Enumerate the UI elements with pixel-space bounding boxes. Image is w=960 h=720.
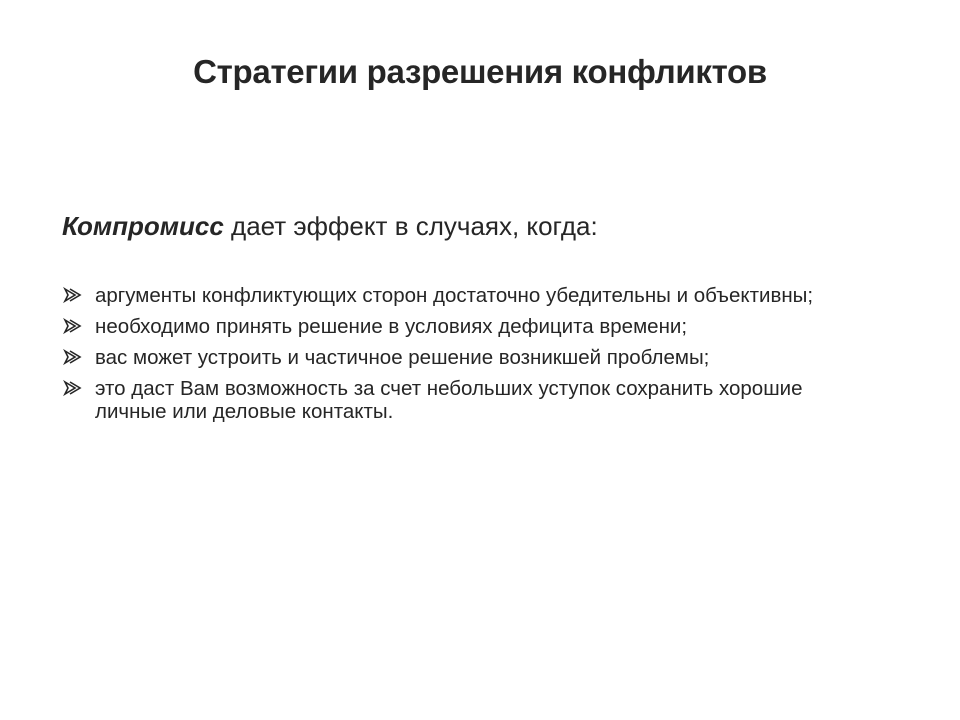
intro-text: дает эффект в случаях, когда: [223, 211, 598, 241]
bullet-text: необходимо принять решение в условиях дефицита времени; [95, 315, 688, 338]
slide-title: Стратегии разрешения конфликтов [193, 53, 767, 90]
bullet-text: это даст Вам возможность за счет небольших уступок сохранить хорошие личные или деловые контакты. [95, 377, 803, 423]
intro-line [62, 208, 902, 244]
bullet-text: аргументы конфликтующих сторон достаточно убедительны и объективны; [95, 284, 814, 307]
arrow-bullet-icon [62, 378, 82, 398]
bullet-item [62, 377, 862, 423]
bullet-list [62, 284, 862, 431]
bullet-item [62, 315, 862, 338]
arrow-bullet-icon [62, 347, 82, 367]
intro-term: Компромисс [62, 211, 224, 241]
arrow-bullet-icon [62, 285, 82, 305]
bullet-item [62, 346, 862, 369]
arrow-bullet-icon [62, 316, 82, 336]
bullet-text: вас может устроить и частичное решение возникшей проблемы; [95, 346, 710, 369]
bullet-item [62, 284, 862, 307]
